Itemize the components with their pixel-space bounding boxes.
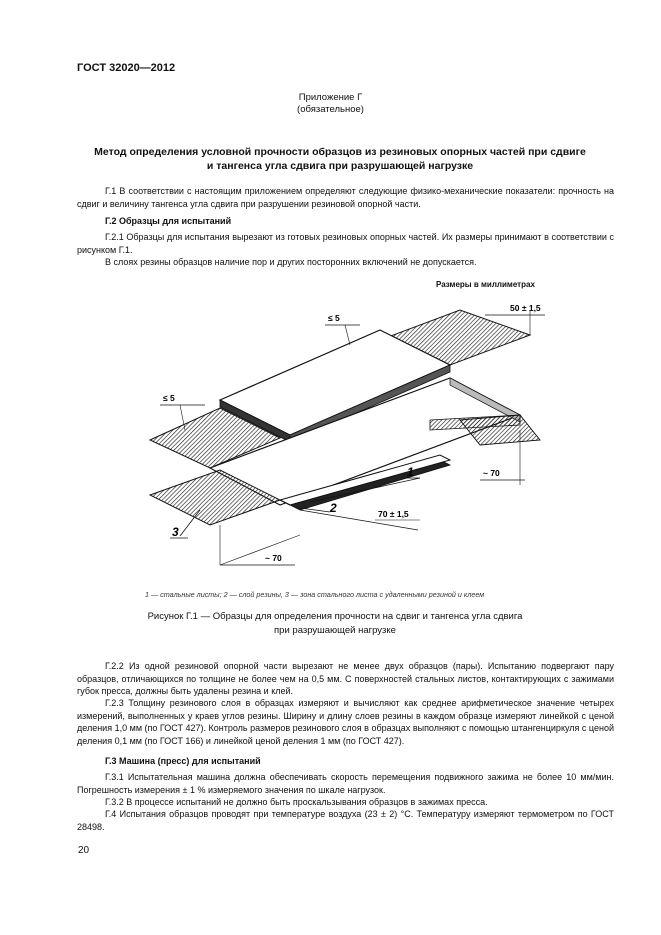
label-2: 2 [330, 501, 337, 515]
paragraph-g21: Г.2.1 Образцы для испытания вырезают из готовых резиновых опорных частей. Их размеры принимают в соответствии с рисунком Г.1. [77, 232, 614, 255]
document-header: ГОСТ 32020—2012 [77, 62, 176, 74]
paragraph-g4: Г.4 Испытания образцов проводят при температуре воздуха (23 ± 2) °С. Температуру измеряют термометром по ГОСТ 28498. [77, 809, 614, 832]
specimen-figure [130, 290, 570, 585]
label-3: 3 [172, 525, 179, 539]
section-title-line-1: Метод определения условной прочности образцов из резиновых опорных частей при сдвиге [94, 146, 586, 158]
section-title [80, 145, 600, 173]
dim-70-right: ~ 70 [483, 468, 500, 478]
dim-le5-top: ≤ 5 [328, 313, 340, 323]
dim-70-bottom: ~ 70 [265, 553, 282, 563]
heading-g3: Г.3 Машина (пресс) для испытаний [105, 756, 261, 766]
appendix-status: (обязательное) [297, 104, 364, 115]
dim-70-center: 70 ± 1,5 [378, 509, 409, 519]
figure-legend: 1 — стальные листы; 2 — слой резины, 3 — зона стального листа с удаленными резиной и клеем [145, 590, 485, 599]
figure-caption-line-2: при разрушающей нагрузке [274, 625, 396, 636]
hatched-zone-right [460, 415, 540, 445]
paragraph-g22: Г.2.2 Из одной резиновой опорной части вырезают не менее двух образцов (пары). Испытанию подвергают пару образцов, отличающихся по толщине не более чем на 0,5 мм. С поверхностей стальных листов, контактирующих с зажимами губок пресса, должны быть удалены резина и клей. [77, 661, 614, 696]
paragraph-g23: Г.2.3 Толщину резинового слоя в образцах измеряют и вычисляют как среднее арифметическое значение четырех измерений, выполненных у краев углов резины. Ширину и длину слоев резины в каждом образце измеряют линейкой с ценой деления 1,0 мм (по ГОСТ 427). Контроль размеров резинового слоя в образцах выполняют с помощью штангенциркуля с ценой деления 0,1 мм (по ГОСТ 166) и линейкой ценой деления 1 мм (по ГОСТ 427). [77, 698, 614, 746]
dim-top-right: 50 ± 1,5 [510, 303, 541, 313]
paragraph-g32: Г.3.2 В процессе испытаний не должно быть проскальзывания образцов в зажимах пресса. [105, 797, 488, 807]
page-number: 20 [78, 845, 90, 856]
paragraph-g21b: В слоях резины образцов наличие пор и других посторонних включений не допускается. [105, 257, 477, 267]
paragraph-g31: Г.3.1 Испытательная машина должна обеспечивать скорость перемещения подвижного зажима не более 10 мм/мин. Погрешность измерения ± 1 % измеряемого значения по шкале нагрузок. [77, 772, 614, 795]
paragraph-g1: Г.1 В соответствии с настоящим приложением определяют следующие физико-механические показатели: прочность на сдвиг и величину тангенса угла сдвига при разрушении резиновой опорной части. [77, 186, 614, 209]
section-title-line-2: и тангенса угла сдвига при разрушающей нагрузке [206, 160, 474, 172]
dim-le5-left: ≤ 5 [163, 393, 175, 403]
figure-caption [100, 610, 570, 638]
label-1: 1 [407, 465, 414, 479]
dimensions-caption: Размеры в миллиметрах [436, 280, 535, 289]
figure-caption-line-1: Рисунок Г.1 — Образцы для определения прочности на сдвиг и тангенса угла сдвига [147, 611, 523, 622]
heading-g2: Г.2 Образцы для испытаний [105, 216, 232, 226]
appendix-title: Приложение Г [298, 92, 363, 103]
